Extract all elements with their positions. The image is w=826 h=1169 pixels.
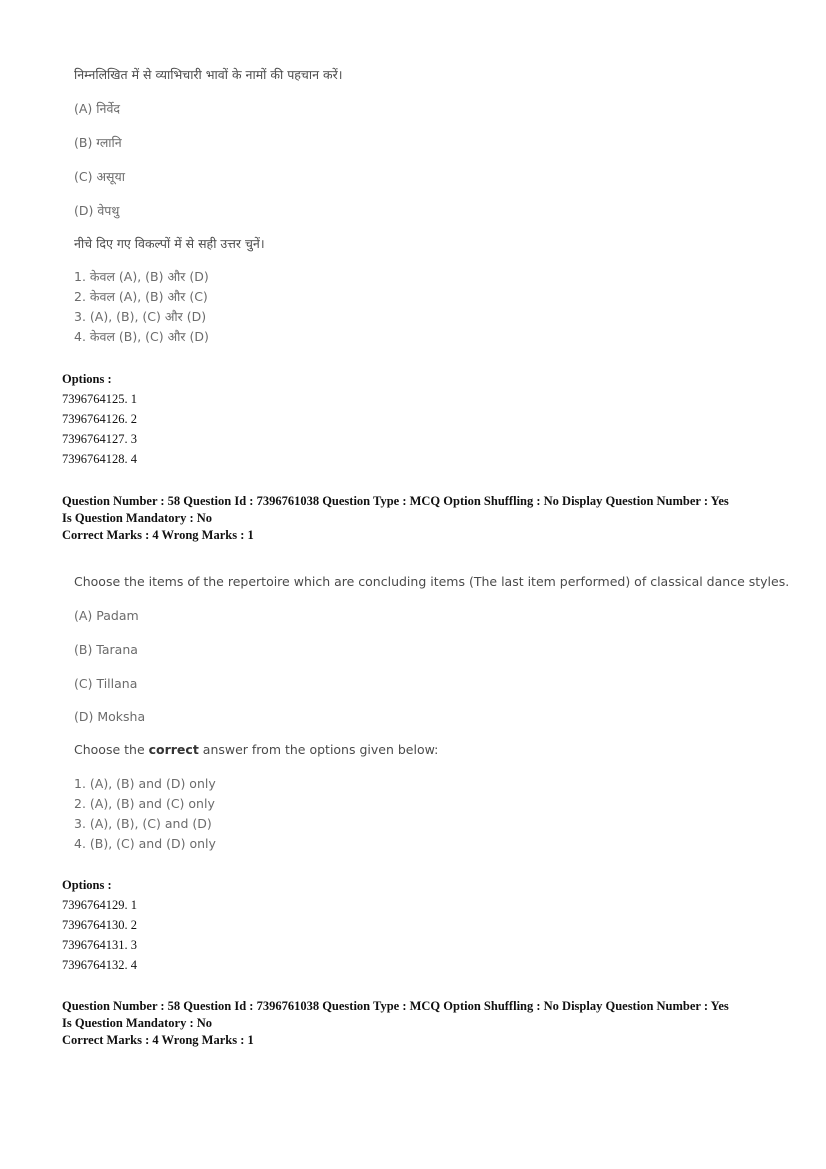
question-2-choice-3: 3. (A), (B), (C) and (D) bbox=[74, 816, 212, 831]
instruction-emphasis: correct bbox=[148, 742, 199, 757]
question-2-instruction bbox=[74, 742, 438, 757]
question-1-item-a: (A) निर्वेद bbox=[74, 101, 121, 116]
options-label: Options : bbox=[62, 878, 112, 892]
question-marks-line: Correct Marks : 4 Wrong Marks : 1 bbox=[62, 1033, 254, 1047]
question-meta-line: Question Number : 58 Question Id : 7396761038 Question Type : MCQ Option Shuffling : No Display Question Number : Yes bbox=[62, 999, 729, 1013]
question-1-stem: निम्नलिखित में से व्याभिचारी भावों के नामों की पहचान करें। bbox=[74, 67, 343, 82]
option-row: 7396764128. 4 bbox=[62, 452, 137, 466]
question-1-options bbox=[62, 369, 137, 469]
question-1-item-b: (B) ग्लानि bbox=[74, 135, 122, 150]
option-row: 7396764126. 2 bbox=[62, 412, 137, 426]
question-2-choice-2: 2. (A), (B) and (C) only bbox=[74, 796, 215, 811]
question-meta-2 bbox=[62, 998, 729, 1049]
option-row: 7396764129. 1 bbox=[62, 898, 137, 912]
question-1-choice-4: 4. केवल (B), (C) और (D) bbox=[74, 329, 209, 344]
instruction-text: answer from the options given below: bbox=[198, 742, 439, 757]
question-mandatory-line: Is Question Mandatory : No bbox=[62, 1016, 213, 1030]
question-1-item-c: (C) असूया bbox=[74, 169, 125, 184]
question-2-stem: Choose the items of the repertoire which are concluding items (The last item performed) of classical dance styles. bbox=[74, 574, 790, 589]
question-2-choice-4: 4. (B), (C) and (D) only bbox=[74, 836, 216, 851]
question-marks-line: Correct Marks : 4 Wrong Marks : 1 bbox=[62, 528, 254, 542]
question-1-instruction: नीचे दिए गए विकल्पों में से सही उत्तर चुनें। bbox=[74, 236, 265, 251]
question-2-item-b: (B) Tarana bbox=[74, 642, 138, 657]
options-label: Options : bbox=[62, 372, 112, 386]
question-1-choice-2: 2. केवल (A), (B) और (C) bbox=[74, 289, 208, 304]
option-row: 7396764132. 4 bbox=[62, 958, 137, 972]
question-meta-1 bbox=[62, 493, 729, 544]
option-row: 7396764127. 3 bbox=[62, 432, 137, 446]
question-2-item-a: (A) Padam bbox=[74, 608, 139, 623]
question-1-choice-3: 3. (A), (B), (C) और (D) bbox=[74, 309, 207, 324]
question-1-item-d: (D) वेपथु bbox=[74, 203, 120, 218]
option-row: 7396764130. 2 bbox=[62, 918, 137, 932]
question-2-choice-1: 1. (A), (B) and (D) only bbox=[74, 776, 216, 791]
question-2-item-d: (D) Moksha bbox=[74, 709, 146, 724]
question-meta-line: Question Number : 58 Question Id : 7396761038 Question Type : MCQ Option Shuffling : No Display Question Number : Yes bbox=[62, 494, 729, 508]
instruction-text: Choose the bbox=[74, 742, 149, 757]
question-2-options bbox=[62, 875, 137, 975]
question-1-choice-1: 1. केवल (A), (B) और (D) bbox=[74, 269, 209, 284]
question-2-item-c: (C) Tillana bbox=[74, 676, 138, 691]
question-mandatory-line: Is Question Mandatory : No bbox=[62, 511, 213, 525]
option-row: 7396764125. 1 bbox=[62, 392, 137, 406]
option-row: 7396764131. 3 bbox=[62, 938, 137, 952]
